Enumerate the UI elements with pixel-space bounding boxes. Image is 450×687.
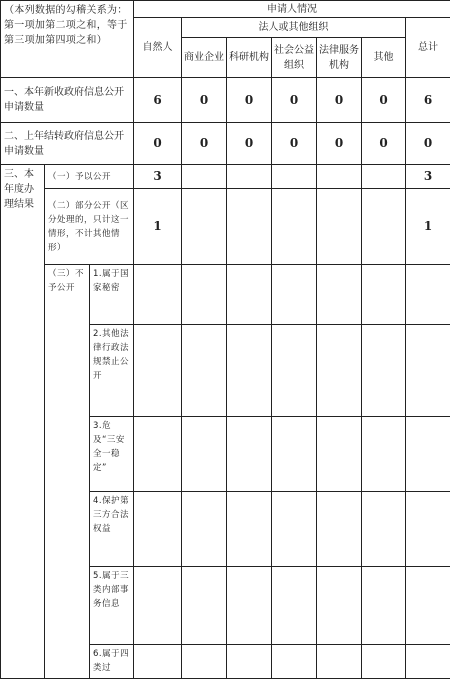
value-cell xyxy=(227,165,272,189)
row-label: 一、本年新收政府信息公开申请数量 xyxy=(1,78,134,123)
natural-person-header: 自然人 xyxy=(134,18,182,78)
applicant-situation-header: 申请人情况 xyxy=(134,1,450,18)
value-cell xyxy=(362,165,406,189)
subitem-label: 4.保护第三方合法权益 xyxy=(90,492,134,567)
subitem-label: 1.属于国家秘密 xyxy=(90,265,134,325)
row-label: （二）部分公开（区分处理的，只计这一情形，不计其他情形） xyxy=(45,189,134,265)
total-header: 总计 xyxy=(406,18,450,78)
not-public-label: （三）不予公开 xyxy=(45,265,90,679)
subitem-label: 2.其他法律行政法规禁止公开 xyxy=(90,325,134,417)
value-cell: 0 xyxy=(362,123,406,165)
value-cell: 1 xyxy=(406,189,450,265)
value-cell: 0 xyxy=(182,123,227,165)
value-cell: 0 xyxy=(272,78,317,123)
table-row xyxy=(1,189,450,265)
org-type-header: 社会公益组织 xyxy=(272,38,317,78)
value-cell: 0 xyxy=(227,78,272,123)
value-cell: 1 xyxy=(134,189,182,265)
value-cell: 0 xyxy=(406,123,450,165)
org-type-header: 科研机构 xyxy=(227,38,272,78)
table-row xyxy=(1,265,450,325)
value-cell: 0 xyxy=(317,78,362,123)
row-label: 二、上年结转政府信息公开申请数量 xyxy=(1,123,134,165)
org-type-header: 其他 xyxy=(362,38,406,78)
table-row xyxy=(1,165,450,189)
value-cell xyxy=(317,165,362,189)
value-cell xyxy=(272,165,317,189)
subitem-label: 3.危及“三安全一稳定” xyxy=(90,417,134,492)
subitem-label: 5.属于三类内部事务信息 xyxy=(90,567,134,645)
subitem-label: 6.属于四类过 xyxy=(90,645,134,679)
value-cell: 0 xyxy=(134,123,182,165)
value-cell: 6 xyxy=(134,78,182,123)
row-label: （一）予以公开 xyxy=(45,165,134,189)
value-cell xyxy=(317,189,362,265)
org-type-header: 法律服务机构 xyxy=(317,38,362,78)
value-cell: 6 xyxy=(406,78,450,123)
value-cell: 0 xyxy=(227,123,272,165)
header-note xyxy=(1,1,134,78)
value-cell xyxy=(362,189,406,265)
value-cell xyxy=(227,189,272,265)
org-type-header: 商业企业 xyxy=(182,38,227,78)
value-cell xyxy=(182,189,227,265)
value-cell xyxy=(182,165,227,189)
section3-title: 三、本年度办理结果 xyxy=(1,165,45,679)
value-cell: 0 xyxy=(182,78,227,123)
value-cell: 3 xyxy=(134,165,182,189)
table-row xyxy=(1,78,450,123)
table-row xyxy=(1,123,450,165)
header-note-text: （本列数据的勾稽关系为：第一项加第二项之和，等于第三项加第四项之和） xyxy=(4,5,128,46)
value-cell: 0 xyxy=(317,123,362,165)
value-cell: 0 xyxy=(362,78,406,123)
value-cell: 0 xyxy=(272,123,317,165)
value-cell xyxy=(272,189,317,265)
legal-org-header: 法人或其他组织 xyxy=(182,18,406,38)
value-cell: 3 xyxy=(406,165,450,189)
